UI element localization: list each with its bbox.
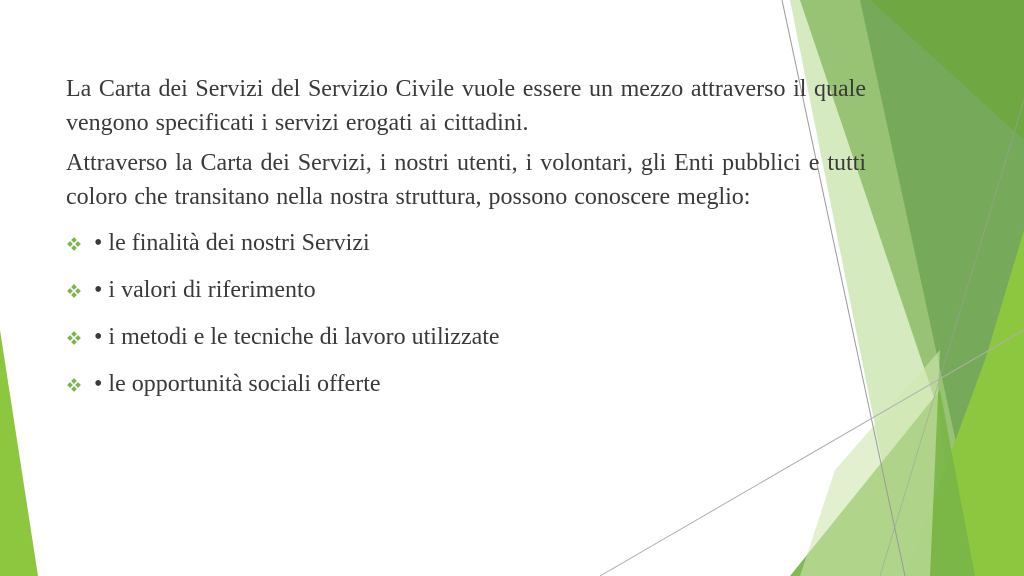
diamond-bullet-icon [64,331,86,345]
list-item [64,314,866,361]
intro-paragraph: La Carta dei Servizi del Servizio Civile vuole essere un mezzo attraverso il quale vengono specificati i servizi erogati ai cittadini. [66,76,866,136]
diamond-bullet-icon [64,378,86,392]
diamond-bullet-icon [64,284,86,298]
bullet-text: • le finalità dei nostri Servizi [94,230,370,256]
bullet-text: • i metodi e le tecniche di lavoro utilizzate [94,324,500,350]
bullet-list [64,220,866,408]
diamond-bullet-icon [64,237,86,251]
slide-content [66,72,866,408]
bullet-text: • le opportunità sociali offerte [94,371,381,397]
second-paragraph: Attraverso la Carta dei Servizi, i nostri utenti, i volontari, gli Enti pubblici e tutti coloro che transitano nella nostra struttura, possono conoscere meglio: [66,150,866,210]
list-item [64,267,866,314]
bullet-text: • i valori di riferimento [94,277,316,303]
left-edge-triangle [0,330,38,576]
list-item [64,361,866,408]
list-item [64,220,866,267]
